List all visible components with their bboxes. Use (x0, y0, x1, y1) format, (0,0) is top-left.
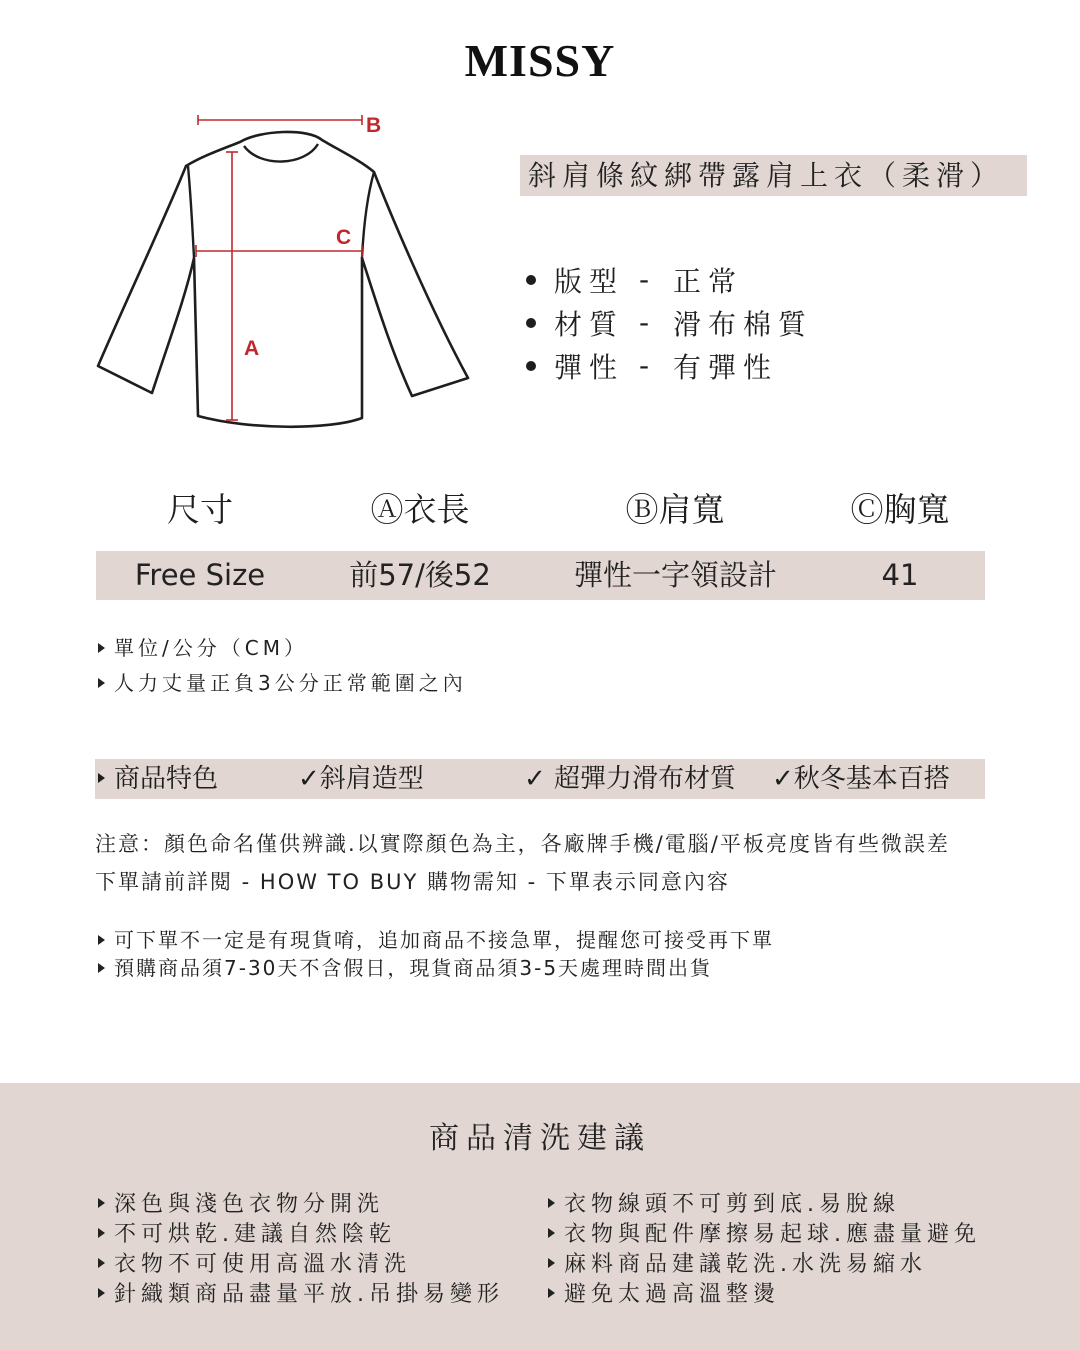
sleeve-seam-right (362, 172, 374, 258)
spec-value: 滑布棉質 (673, 307, 814, 341)
label-b: B (366, 114, 382, 137)
spec-label: 版型 (554, 264, 625, 298)
size-header-chest: Ⓒ胸寬 (850, 490, 950, 529)
washing-text: 深色與淺色衣物分開洗 (114, 1192, 385, 1217)
washing-item (548, 1250, 981, 1280)
label-a: A (244, 337, 260, 360)
washing-title: 商品清洗建議 (429, 1121, 651, 1156)
feature-item: ✓斜肩造型 (298, 764, 424, 794)
size-header-length: Ⓐ衣長 (370, 490, 470, 529)
triangle-bullet-icon (98, 1258, 105, 1268)
features-label-text: 商品特色 (114, 764, 219, 794)
triangle-bullet-icon (98, 1228, 105, 1238)
sleeve-seam-left (188, 166, 194, 258)
spec-list (526, 258, 813, 387)
spec-item (526, 301, 813, 344)
neckline (244, 144, 318, 162)
caution-line: 下單請前詳閱 - HOW TO BUY 購物需知 - 下單表示同意內容 (95, 870, 730, 894)
triangle-bullet-icon (98, 1288, 105, 1298)
washing-text: 避免太過高溫整燙 (564, 1282, 781, 1307)
triangle-bullet-icon (98, 773, 105, 783)
bullet-icon (526, 275, 536, 285)
washing-text: 麻料商品建議乾洗.水洗易縮水 (564, 1252, 927, 1277)
preorder-note (98, 924, 774, 953)
garment-outline (98, 132, 468, 427)
triangle-bullet-icon (98, 935, 105, 945)
washing-item (98, 1220, 504, 1250)
size-cell-chest: 41 (881, 558, 919, 592)
washing-text: 針織類商品盡量平放.吊掛易變形 (114, 1282, 504, 1307)
triangle-bullet-icon (548, 1228, 555, 1238)
size-cell-length: 前57/後52 (349, 558, 491, 592)
feature-item: ✓ 超彈力滑布材質 (524, 764, 737, 794)
caution-line: 注意：顏色命名僅供辨識.以實際顏色為主，各廠牌手機/電腦/平板亮度皆有些微誤差 (95, 832, 950, 856)
triangle-bullet-icon (98, 963, 105, 973)
preorder-text: 預購商品須7-30天不含假日，現貨商品須3-5天處理時間出貨 (114, 956, 713, 980)
washing-list-left (98, 1190, 504, 1310)
note-text: 人力丈量正負3公分正常範圍之內 (114, 671, 467, 695)
triangle-bullet-icon (98, 1198, 105, 1208)
size-header-shoulder: Ⓑ肩寬 (625, 490, 725, 529)
brand-logo: MISSY (464, 35, 616, 86)
preorder-text: 可下單不一定是有現貨唷，追加商品不接急單，提醒您可接受再下單 (114, 928, 774, 952)
triangle-bullet-icon (548, 1198, 555, 1208)
spec-separator: - (639, 306, 657, 339)
washing-text: 衣物線頭不可剪到底.易脫線 (564, 1192, 900, 1217)
washing-text: 衣物不可使用高溫水清洗 (114, 1252, 412, 1277)
washing-text: 不可烘乾.建議自然陰乾 (114, 1222, 396, 1247)
note-tolerance (98, 667, 467, 696)
spec-separator: - (639, 263, 657, 296)
size-cell-size: Free Size (134, 558, 266, 592)
size-header-size: 尺寸 (167, 490, 233, 529)
spec-item (526, 258, 813, 301)
washing-item (98, 1280, 504, 1310)
spec-label: 材質 (554, 307, 625, 341)
product-title: 斜肩條紋綁帶露肩上衣（柔滑） (520, 155, 1027, 196)
washing-list-right (548, 1190, 981, 1310)
note-unit (98, 632, 308, 661)
spec-item (526, 344, 813, 387)
washing-item (98, 1190, 504, 1220)
spec-value: 正常 (673, 264, 744, 298)
washing-item (548, 1220, 981, 1250)
features-label (98, 759, 218, 799)
washing-item (548, 1280, 981, 1310)
triangle-bullet-icon (98, 678, 105, 688)
preorder-note (98, 952, 712, 981)
bullet-icon (526, 361, 536, 371)
triangle-bullet-icon (98, 643, 105, 653)
garment-measurement-diagram (90, 108, 480, 438)
washing-text: 衣物與配件摩擦易起球.應盡量避免 (564, 1222, 981, 1247)
note-text: 單位/公分（CM） (114, 636, 308, 660)
washing-item (98, 1250, 504, 1280)
size-cell-shoulder: 彈性一字領設計 (573, 558, 777, 592)
triangle-bullet-icon (548, 1258, 555, 1268)
triangle-bullet-icon (548, 1288, 555, 1298)
spec-label: 彈性 (554, 350, 625, 384)
bullet-icon (526, 318, 536, 328)
washing-item (548, 1190, 981, 1220)
feature-item: ✓秋冬基本百搭 (772, 764, 950, 794)
label-c: C (336, 226, 352, 249)
spec-value: 有彈性 (673, 350, 779, 384)
spec-separator: - (639, 349, 657, 382)
